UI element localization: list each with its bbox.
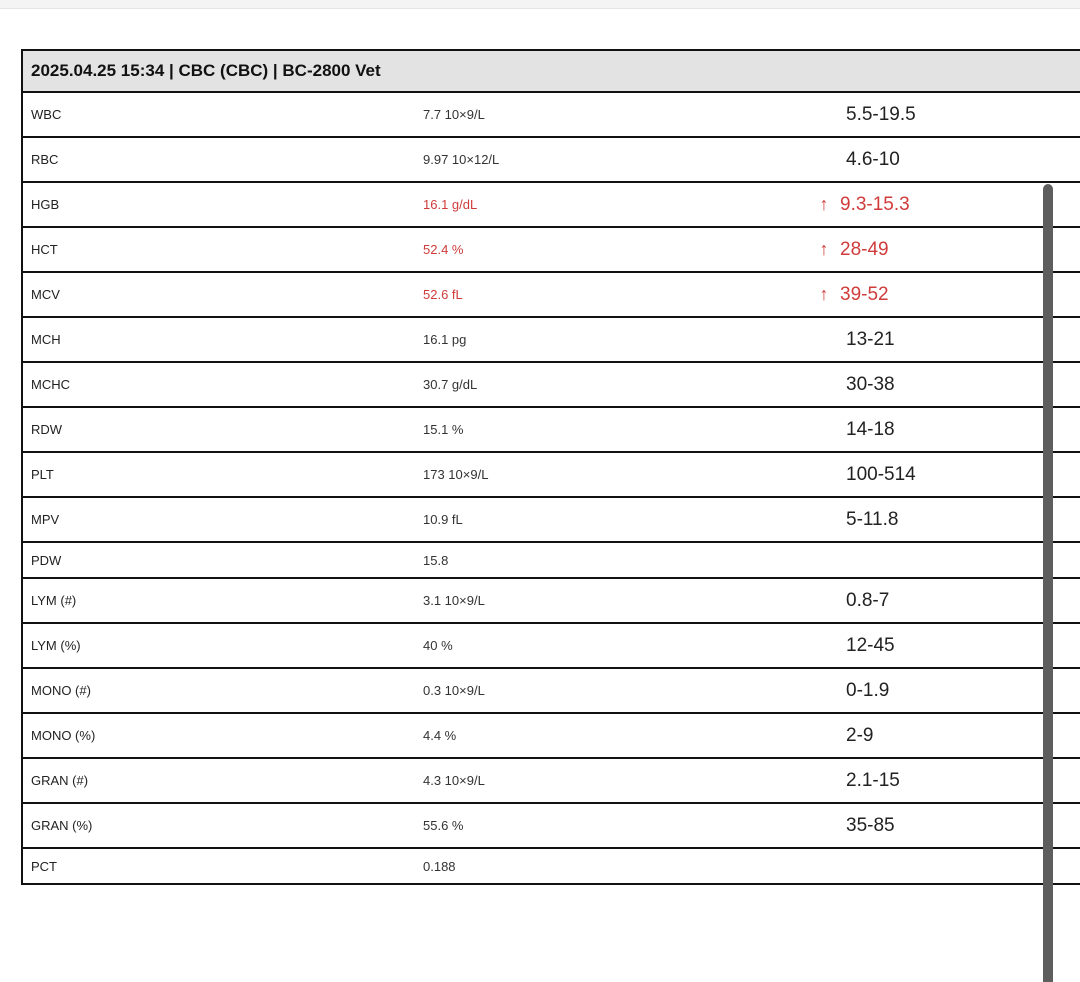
table-row bbox=[23, 228, 1080, 273]
table-row bbox=[23, 804, 1080, 849]
vertical-scrollbar[interactable] bbox=[1043, 184, 1053, 982]
test-name: HGB bbox=[31, 197, 60, 212]
reference-range bbox=[816, 543, 846, 577]
reference-range bbox=[816, 138, 900, 181]
reference-range bbox=[816, 804, 895, 847]
test-value: 173 10×9/L bbox=[423, 467, 489, 482]
reference-range-text: 35-85 bbox=[846, 814, 895, 836]
reference-range bbox=[816, 498, 898, 541]
reference-range-text: 28-49 bbox=[840, 238, 889, 260]
test-value: 55.6 % bbox=[423, 818, 464, 833]
table-row bbox=[23, 453, 1080, 498]
reference-range-text: 12-45 bbox=[846, 634, 895, 656]
test-name: PCT bbox=[31, 858, 57, 874]
reference-range bbox=[816, 273, 889, 316]
reference-range-text: 5.5-19.5 bbox=[846, 103, 916, 125]
reference-range-text: 5-11.8 bbox=[846, 508, 899, 530]
test-value: 7.7 10×9/L bbox=[423, 107, 485, 122]
test-value: 52.4 % bbox=[423, 242, 464, 257]
table-row bbox=[23, 318, 1080, 363]
test-name: MCHC bbox=[31, 377, 70, 392]
test-value: 9.97 10×12/L bbox=[423, 152, 500, 167]
table-row bbox=[23, 669, 1080, 714]
test-name: MONO (#) bbox=[31, 683, 91, 698]
test-name: MPV bbox=[31, 512, 60, 527]
test-value: 10.9 fL bbox=[423, 512, 463, 527]
table-row bbox=[23, 849, 1080, 885]
reference-range-text: 39-52 bbox=[840, 283, 889, 305]
browser-top-bar bbox=[0, 0, 1080, 9]
test-value: 15.8 bbox=[423, 552, 449, 568]
test-name: MCH bbox=[31, 332, 61, 347]
table-row bbox=[23, 714, 1080, 759]
test-name: PLT bbox=[31, 467, 54, 482]
reference-range bbox=[816, 849, 846, 883]
test-name: MCV bbox=[31, 287, 60, 302]
reference-range-text: 9.3-15.3 bbox=[840, 193, 910, 215]
test-name: WBC bbox=[31, 107, 62, 122]
reference-range bbox=[816, 318, 895, 361]
table-row bbox=[23, 543, 1080, 579]
test-value: 16.1 g/dL bbox=[423, 197, 478, 212]
test-value: 4.4 % bbox=[423, 728, 457, 743]
table-row bbox=[23, 408, 1080, 453]
table-row bbox=[23, 363, 1080, 408]
table-row bbox=[23, 93, 1080, 138]
test-value: 0.188 bbox=[423, 858, 456, 874]
reference-range-text: 30-38 bbox=[846, 373, 895, 395]
test-name: LYM (%) bbox=[31, 638, 81, 653]
cbc-report-table bbox=[21, 49, 1080, 885]
reference-range bbox=[816, 453, 916, 496]
reference-range bbox=[816, 579, 889, 622]
reference-range bbox=[816, 363, 895, 406]
test-value: 15.1 % bbox=[423, 422, 464, 437]
reference-range bbox=[816, 669, 889, 712]
table-row bbox=[23, 759, 1080, 804]
result-rows bbox=[23, 93, 1080, 885]
reference-range-text: 100-514 bbox=[846, 463, 916, 485]
test-value: 40 % bbox=[423, 638, 453, 653]
report-header: 2025.04.25 15:34 | CBC (CBC) | BC-2800 Vet bbox=[23, 51, 1080, 93]
reference-range bbox=[816, 624, 895, 667]
test-name: RDW bbox=[31, 422, 63, 437]
up-arrow-icon: ↑ bbox=[819, 194, 829, 214]
test-name: PDW bbox=[31, 552, 62, 568]
test-name: GRAN (#) bbox=[31, 773, 89, 788]
test-value: 52.6 fL bbox=[423, 287, 463, 302]
reference-range-text: 0-1.9 bbox=[846, 679, 890, 701]
test-name: LYM (#) bbox=[31, 593, 77, 608]
up-arrow-icon: ↑ bbox=[819, 284, 829, 304]
reference-range-text: 13-21 bbox=[846, 328, 895, 350]
reference-range bbox=[816, 408, 895, 451]
test-name: MONO (%) bbox=[31, 728, 96, 743]
reference-range-text: 14-18 bbox=[846, 418, 895, 440]
test-value: 16.1 pg bbox=[423, 332, 467, 347]
reference-range-text: 2.1-15 bbox=[846, 769, 900, 791]
reference-range-text: 0.8-7 bbox=[846, 589, 890, 611]
reference-range bbox=[816, 183, 910, 226]
test-value: 0.3 10×9/L bbox=[423, 683, 485, 698]
test-name: RBC bbox=[31, 152, 59, 167]
test-value: 3.1 10×9/L bbox=[423, 593, 485, 608]
reference-range bbox=[816, 228, 889, 271]
table-row bbox=[23, 183, 1080, 228]
table-row bbox=[23, 138, 1080, 183]
reference-range bbox=[816, 714, 873, 757]
table-row bbox=[23, 498, 1080, 543]
up-arrow-icon: ↑ bbox=[819, 239, 829, 259]
reference-range bbox=[816, 759, 900, 802]
table-row bbox=[23, 579, 1080, 624]
table-row bbox=[23, 273, 1080, 318]
reference-range bbox=[816, 93, 916, 136]
reference-range-text: 4.6-10 bbox=[846, 148, 900, 170]
reference-range-text: 2-9 bbox=[846, 724, 874, 746]
table-row bbox=[23, 624, 1080, 669]
test-name: GRAN (%) bbox=[31, 818, 93, 833]
test-value: 30.7 g/dL bbox=[423, 377, 478, 392]
test-name: HCT bbox=[31, 242, 58, 257]
test-value: 4.3 10×9/L bbox=[423, 773, 485, 788]
